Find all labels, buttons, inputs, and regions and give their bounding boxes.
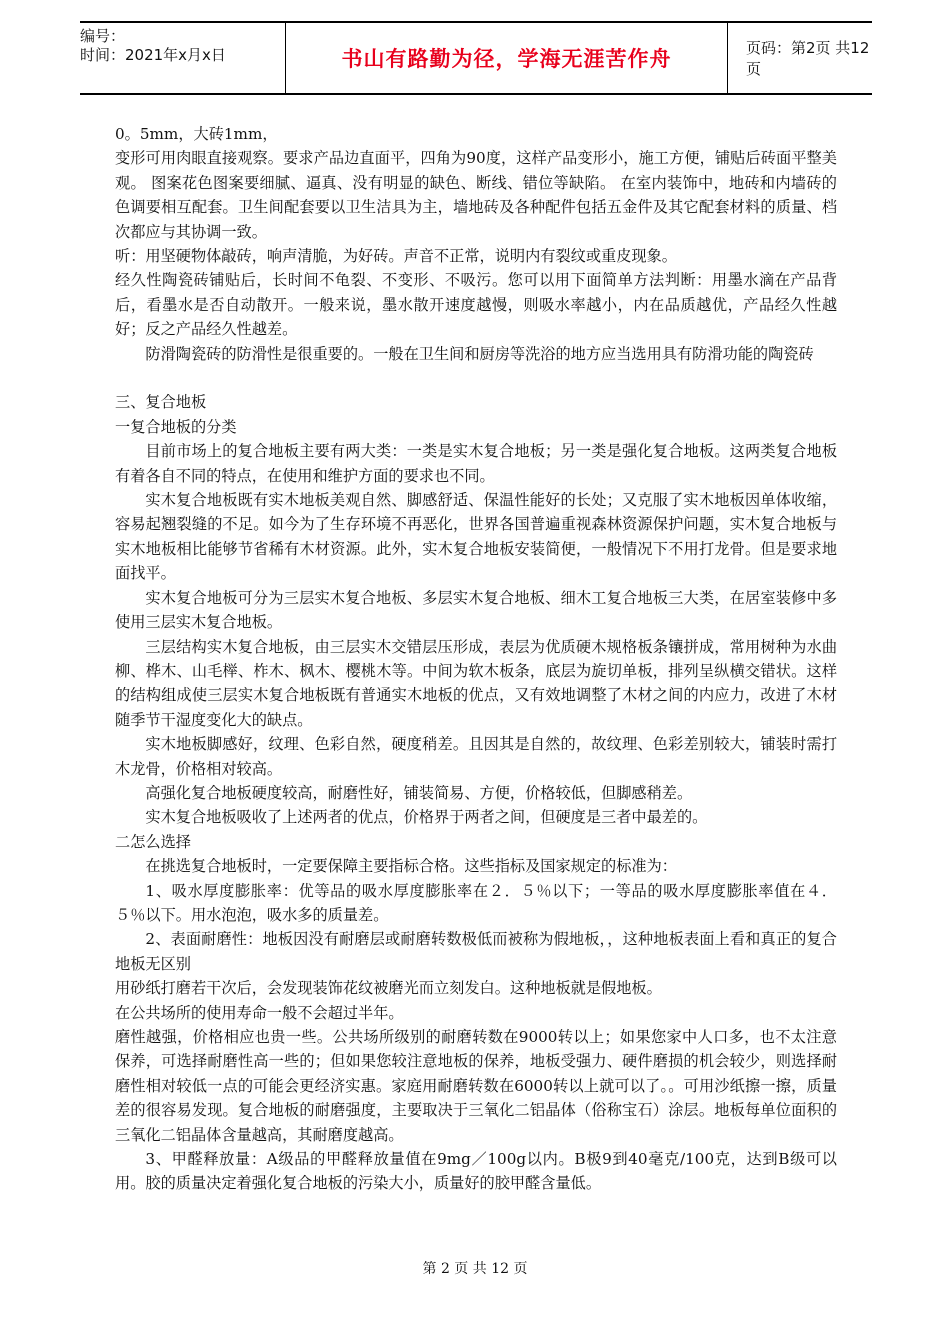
- header-meta: [80, 23, 285, 93]
- paragraph-spacer: [115, 366, 837, 390]
- body-paragraph: 三层结构实木复合地板，由三层实木交错层压形成，表层为优质硬木规格板条镶拼成，常用树种为水曲柳、桦木、山毛榉、柞木、枫木、樱桃木等。中间为软木板条，底层为旋切单板，排列呈纵横交错状。这样的结构组成使三层实木复合地板既有普通实木地板的优点，又有效地调整了木材之间的内应力，改进了木材随季节干湿度变化大的缺点。: [115, 637, 837, 729]
- body-paragraph: 变形可用肉眼直接观察。要求产品边直面平，四角为90度，这样产品变形小，施工方便，铺贴后砖面平整美观。 图案花色图案要细腻、逼真、没有明显的缺色、断线、错位等缺陷。 在室内装饰中，地砖和内墙砖的色调要相互配套。卫生间配套要以卫生洁具为主，墙地砖及各种配件包括五金件及其它配套材料的质量、档次都应与其协调一致。: [115, 149, 837, 241]
- body-paragraph: 听：用坚硬物体敲砖，响声清脆，为好砖。声音不正常，说明内有裂纹或重皮现象。: [115, 247, 677, 266]
- body-paragraph: 目前市场上的复合地板主要有两大类：一类是实木复合地板；另一类是强化复合地板。这两类复合地板有着各自不同的特点，在使用和维护方面的要求也不同。: [115, 442, 837, 485]
- header-page-number: 页码：第2页 共12页: [746, 39, 870, 78]
- document-body: [115, 122, 837, 1196]
- document-time-label: 时间：2021年x月x日: [80, 46, 226, 64]
- body-paragraph: 二怎么选择: [115, 832, 191, 851]
- body-paragraph: 实木复合地板吸收了上述两者的优点，价格界于两者之间，但硬度是三者中最差的。: [145, 808, 708, 827]
- header-motto-cell: [285, 23, 728, 93]
- body-paragraph: 在公共场所的使用寿命一般不会超过半年。: [115, 1003, 404, 1022]
- body-paragraph: 一复合地板的分类: [115, 417, 237, 436]
- body-paragraph: 实木地板脚感好，纹理、色彩自然，硬度稍差。且因其是自然的，故纹理、色彩差别较大，铺装时需打木龙骨，价格相对较高。: [115, 735, 837, 778]
- body-paragraph: 2、表面耐磨性：地板因没有耐磨层或耐磨转数极低而被称为假地板，，这种地板表面上看和真正的复合地板无区别: [115, 930, 837, 973]
- body-paragraph: 高强化复合地板硬度较高，耐磨性好，铺装简易、方便，价格较低，但脚感稍差。: [145, 783, 693, 802]
- body-paragraph: 在挑选复合地板时，一定要保障主要指标合格。这些指标及国家规定的标准为：: [145, 857, 677, 876]
- page-header: [80, 21, 872, 95]
- page-footer: [0, 1258, 950, 1278]
- body-paragraph: 实木复合地板既有实木地板美观自然、脚感舒适、保温性能好的长处；又克服了实木地板因单体收缩，容易起翘裂缝的不足。如今为了生存环境不再恶化，世界各国普遍重视森林资源保护问题，实木复合地板与实木地板相比能够节省稀有木材资源。此外，实木复合地板安装简便，一般情况下不用打龙骨。但是要求地面找平。: [115, 491, 837, 583]
- body-paragraph: 三、复合地板: [115, 393, 207, 412]
- footer-page-number: 第 2 页 共 12 页: [422, 1261, 528, 1277]
- document-number-label: 编号：: [80, 27, 126, 45]
- body-paragraph: 3、甲醛释放量：A级品的甲醛释放量值在9mg／100g以内。B极9到40毫克/100克，达到B级可以用。胶的质量决定着强化复合地板的污染大小，质量好的胶甲醛含量低。: [115, 1150, 837, 1193]
- body-paragraph: 用砂纸打磨若干次后，会发现装饰花纹被磨光而立刻发白。这种地板就是假地板。: [115, 979, 662, 998]
- header-motto: 书山有路勤为径，学海无涯苦作舟: [341, 47, 672, 71]
- header-page-cell: [728, 23, 872, 93]
- body-paragraph: 磨性越强，价格相应也贵一些。公共场所级别的耐磨转数在9000转以上；如果您家中人口多，也不太注意保养，可选择耐磨性高一些的；但如果您较注意地板的保养，地板受强力、硬件磨损的机会较少，则选择耐磨性相对较低一点的可能会更经济实惠。家庭用耐磨转数在6000转以上就可以了。。可用沙纸擦一擦，质量差的很容易发现。复合地板的耐磨强度，主要取决于三氧化二铝晶体（俗称宝石）涂层。地板每单位面积的三氧化二铝晶体含量越高，其耐磨度越高。: [115, 1028, 837, 1144]
- body-paragraph: 经久性陶瓷砖铺贴后，长时间不龟裂、不变形、不吸污。您可以用下面简单方法判断：用墨水滴在产品背后，看墨水是否自动散开。一般来说，墨水散开速度越慢，则吸水率越小，内在品质越优，产品经久性越好；反之产品经久性越差。: [115, 271, 837, 339]
- body-paragraph: 防滑陶瓷砖的防滑性是很重要的。一般在卫生间和厨房等洗浴的地方应当选用具有防滑功能的陶瓷砖: [145, 344, 814, 363]
- body-paragraph: 1、吸水厚度膨胀率：优等品的吸水厚度膨胀率在２．５％以下；一等品的吸水厚度膨胀率值在４．５％以下。用水泡泡，吸水多的质量差。: [115, 881, 837, 924]
- body-paragraph: 实木复合地板可分为三层实木复合地板、多层实木复合地板、细木工复合地板三大类，在居室装修中多使用三层实木复合地板。: [115, 588, 837, 632]
- body-paragraph: 0。5mm，大砖1mm，: [115, 125, 278, 143]
